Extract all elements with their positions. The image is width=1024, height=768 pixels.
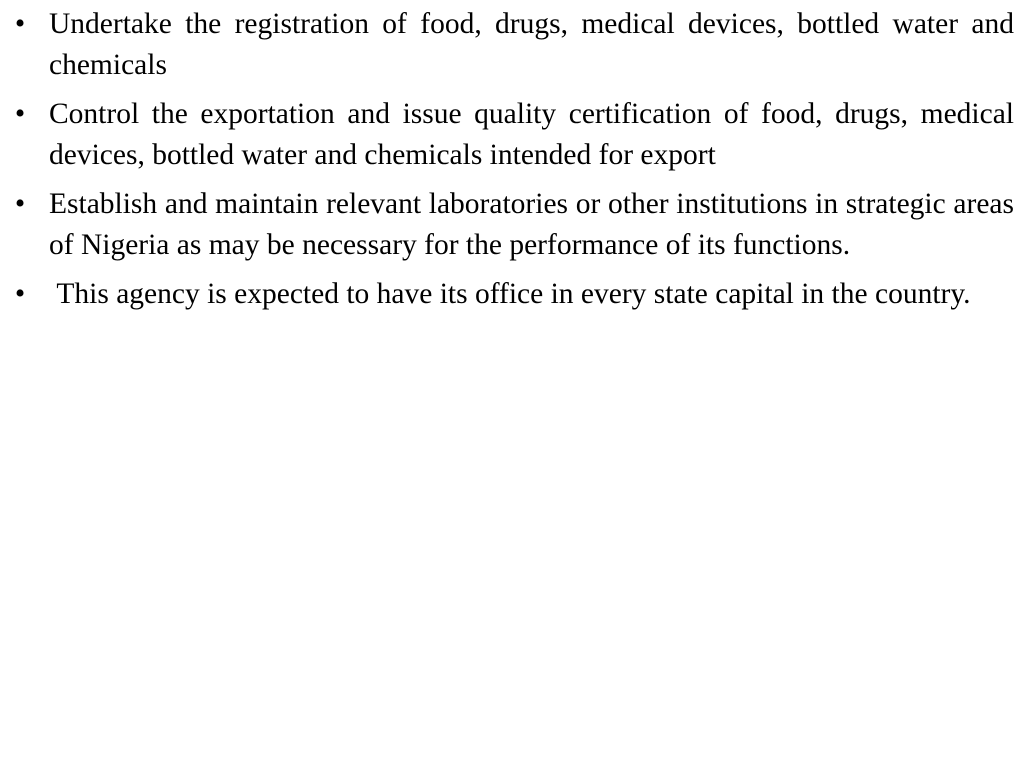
bullet-text: Undertake the registration of food, drugs, medical devices, bottled water and chemicals [49, 8, 1014, 81]
bullet-item-state-offices [10, 274, 1014, 315]
bullet-text: Control the exportation and issue quality certification of food, drugs, medical devices, bottled water and chemicals intended for export [49, 98, 1014, 171]
bullet-icon: • [14, 188, 26, 220]
bullet-item-export-control [10, 94, 1014, 176]
bullet-item-registration [10, 4, 1014, 86]
bullet-item-laboratories [10, 184, 1014, 266]
bullet-text: This agency is expected to have its office in every state capital in the country. [49, 278, 971, 310]
bullet-icon: • [14, 8, 26, 40]
bullet-text: Establish and maintain relevant laboratories or other institutions in strategic areas of Nigeria as may be necessary for the performance of its functions. [49, 188, 1014, 261]
bullet-icon: • [14, 98, 26, 130]
bullet-list [10, 4, 1014, 315]
bullet-icon: • [14, 278, 26, 310]
